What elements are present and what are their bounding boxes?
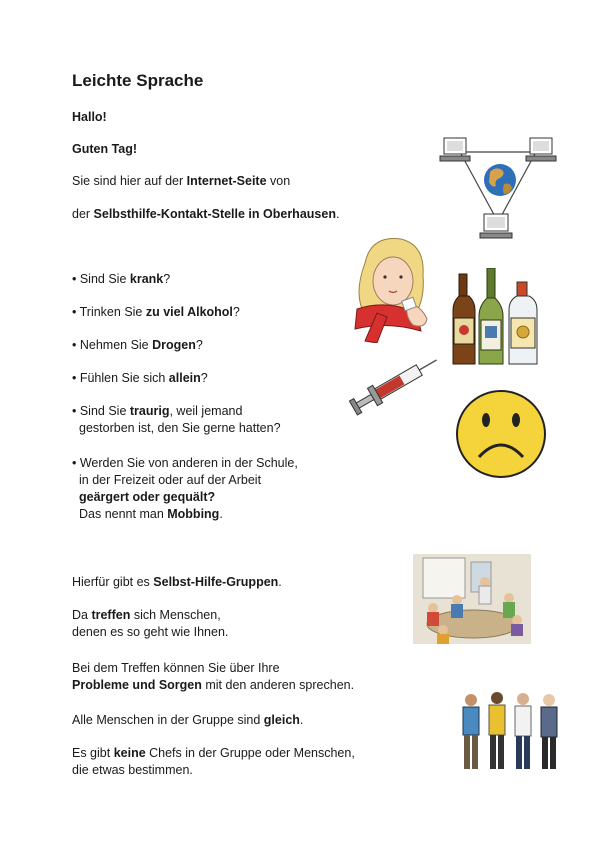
groups-line-5: Es gibt keine Chefs in der Gruppe oder Menschen,: [72, 746, 355, 760]
question-alkohol: • Trinken Sie zu viel Alkohol?: [72, 305, 240, 319]
question-mobbing-line-1: • Werden Sie von anderen in der Schule,: [72, 456, 298, 470]
intro-line-2: der Selbsthilfe-Kontakt-Stelle in Oberhausen.: [72, 207, 340, 221]
globe-icon: [484, 164, 516, 196]
intro-line-1: Sie sind hier auf der Internet-Seite von: [72, 174, 291, 188]
wine-bottle-icon: [479, 268, 503, 364]
groups-line-3b: Probleme und Sorgen mit den anderen sprechen.: [72, 678, 355, 692]
alcohol-bottles-image: [449, 268, 549, 366]
computer-icon-left: [440, 138, 470, 161]
question-mobbing-line-2: in der Freizeit oder auf der Arbeit: [79, 473, 262, 487]
syringe-image: [345, 348, 445, 420]
question-traurig: • Sind Sie traurig, weil jemand: [72, 404, 243, 418]
page-title: Leichte Sprache: [72, 71, 204, 90]
sick-person-image: [347, 233, 437, 343]
groups-line-4: Alle Menschen in der Gruppe sind gleich.: [72, 713, 304, 727]
question-traurig-line-2: gestorben ist, den Sie gerne hatten?: [79, 421, 281, 435]
question-krank: • Sind Sie krank?: [72, 272, 171, 286]
question-allein: • Fühlen Sie sich allein?: [72, 371, 208, 385]
person-icon: [489, 692, 505, 769]
groups-line-2: Da treffen sich Menschen,: [72, 608, 221, 622]
question-mobbing-line-4: Das nennt man Mobbing.: [79, 507, 223, 521]
beer-bottle-icon: [453, 274, 475, 364]
group-meeting-image: [413, 554, 531, 644]
greeting-hallo: Hallo!: [72, 110, 107, 124]
computer-icon-bottom: [480, 214, 512, 238]
network-globe-image: [438, 130, 558, 245]
groups-line-5b: die etwas bestimmen.: [72, 763, 193, 777]
groups-line-1: Hierfür gibt es Selbst-Hilfe-Gruppen.: [72, 575, 282, 589]
person-icon: [463, 694, 479, 769]
greeting-guten-tag: Guten Tag!: [72, 142, 138, 156]
computer-icon-right: [526, 138, 556, 161]
liquor-bottle-icon: [509, 282, 537, 364]
person-icon: [541, 694, 557, 769]
question-mobbing-line-3: geärgert oder gequält?: [79, 490, 216, 504]
equal-people-image: [457, 690, 567, 778]
sad-face-icon: [453, 387, 549, 481]
question-drogen: • Nehmen Sie Drogen?: [72, 338, 203, 352]
groups-line-3: Bei dem Treffen können Sie über Ihre: [72, 661, 280, 675]
person-icon: [515, 693, 531, 769]
groups-line-2b: denen es so geht wie Ihnen.: [72, 625, 229, 639]
